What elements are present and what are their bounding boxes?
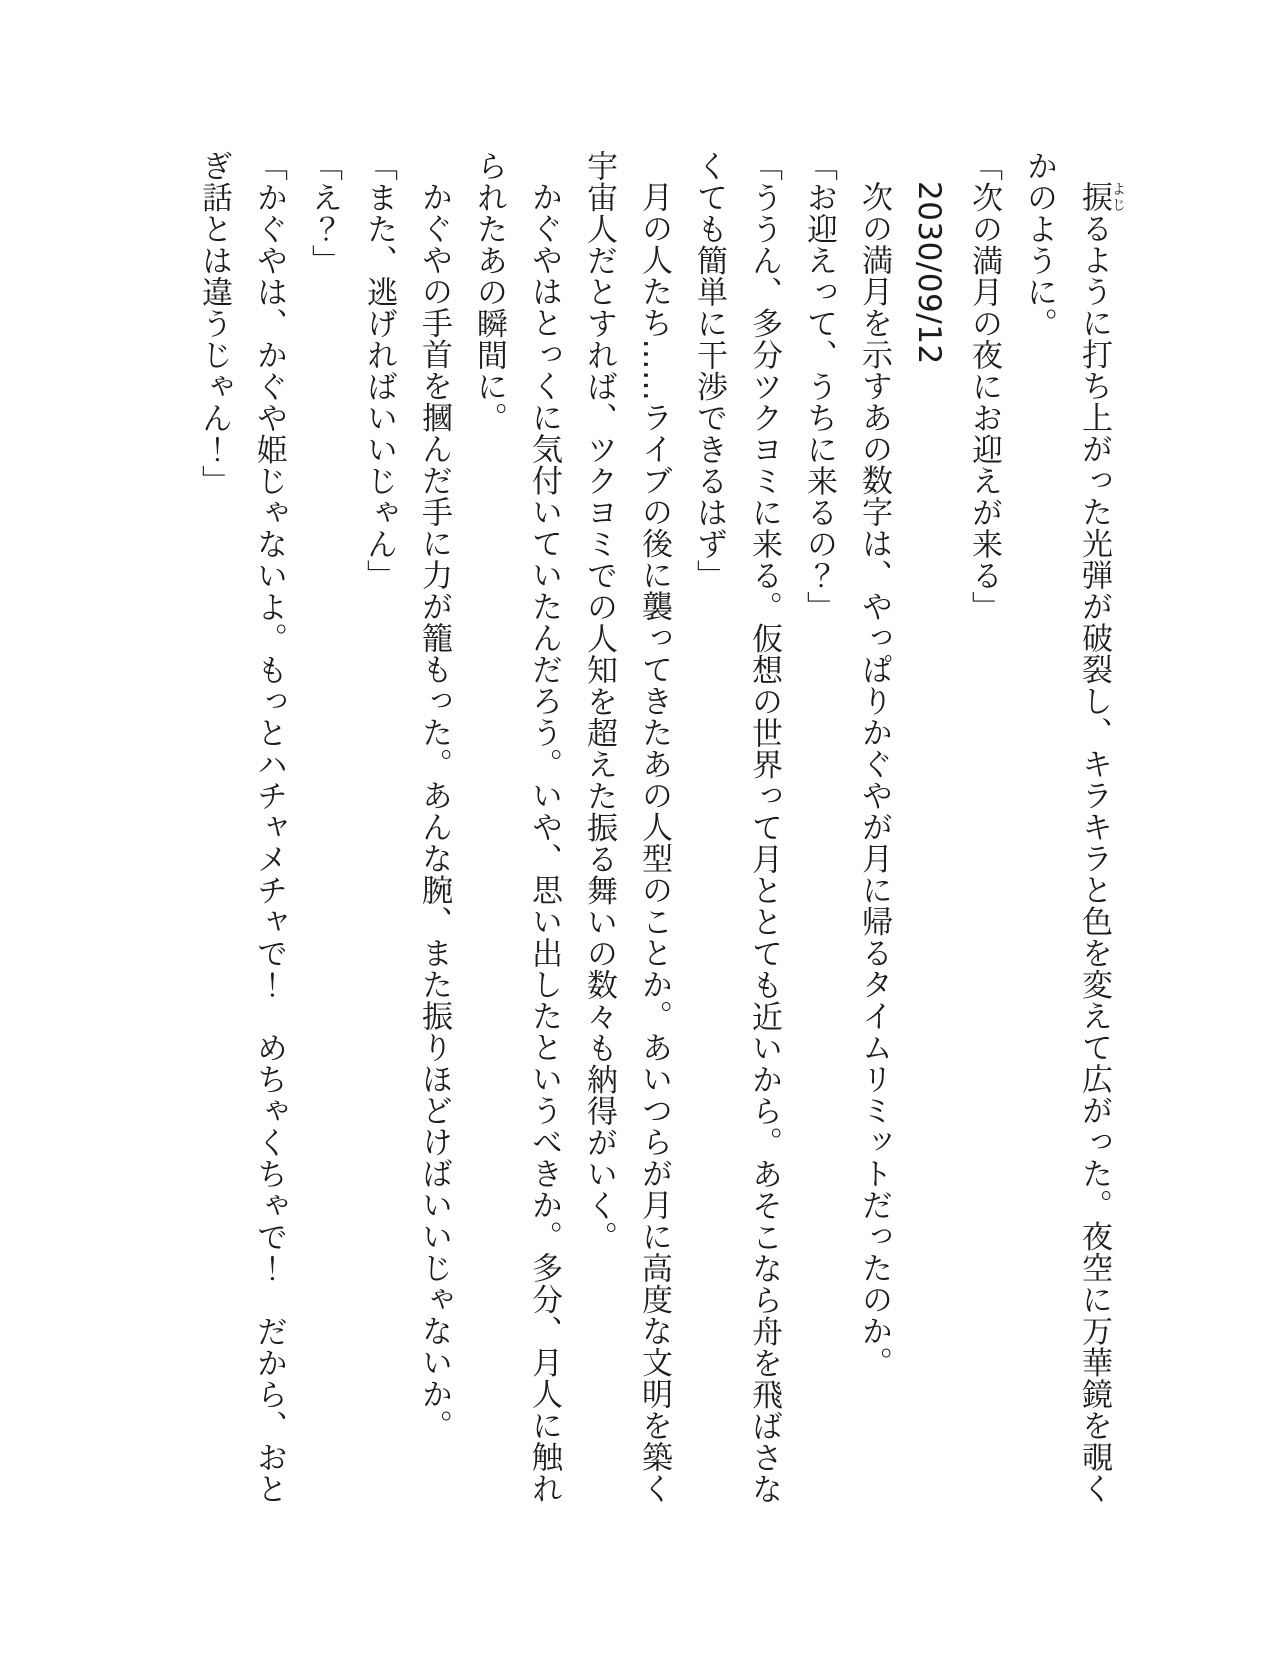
paragraph-12: 「かぐやは、かぐや姫じゃないよ。もっとハチャメチャで！ めちゃくちゃで！ だから、おとぎ話とは違うじゃん！」: [196, 150, 287, 1505]
paragraph-2: 「次の満月の夜にお迎えが来る」: [966, 150, 1002, 623]
paragraph-1: 捩よじるように打ち上がった光弾が破裂し、キラキラと色を変えて広がった。夜空に万華鏡を覗くかのように。: [1021, 150, 1125, 1504]
paragraph-8: かぐやはとっくに気付いていたんだろう。いや、思い出したというべきか。多分、月人に触れられたあの瞬間に。: [471, 150, 562, 1504]
paragraph-7: 月の人たち……ライブの後に襲ってきたあの人型のことか。あいつらが月に高度な文明を築く宇宙人だとすれば、ツクヨミでの人知を超えた振る舞いの数々も納得がいく。: [581, 150, 672, 1504]
paragraph-11: 「え？」: [306, 150, 342, 276]
novel-text-block: [184, 150, 1124, 1510]
paragraph-9: かぐやの手首を摑んだ手に力が籠もった。あんな腕、また振りほどけばいいじゃないか。: [416, 181, 452, 1441]
paragraph-4: 次の満月を示すあの数字は、やっぱりかぐやが月に帰るタイムリミットだったのか。: [856, 181, 892, 1378]
paragraph-10: 「また、逃げればいいじゃん」: [361, 150, 397, 591]
furigana-ruby: 捩よじ: [1076, 181, 1125, 213]
paragraph-5: 「お迎えって、うちに来るの？」: [801, 150, 837, 623]
paragraph-3: 2030/09/12: [911, 181, 947, 365]
paragraph-6: 「ううん、多分ツクヨミに来る。仮想の世界って月ととても近いから。あそこなら舟を飛ばさなくても簡単に干渉できるはず」: [691, 150, 782, 1505]
